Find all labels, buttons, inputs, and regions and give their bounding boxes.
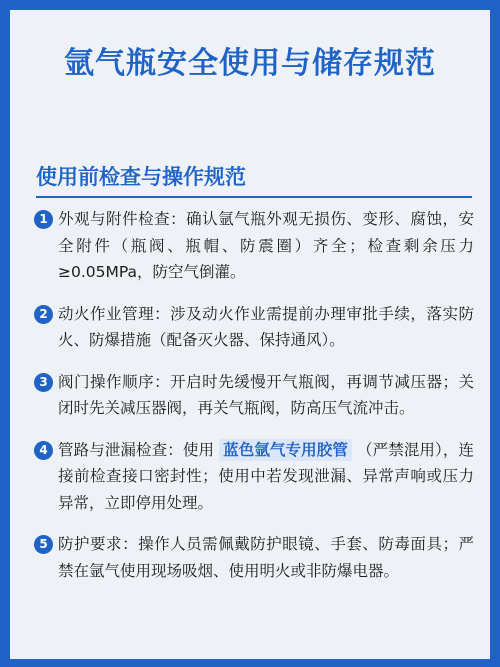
list-item [34,369,474,422]
list-item [34,301,474,354]
border-left [0,0,10,667]
border-bottom [0,659,500,667]
number-badge: 4 [34,441,53,460]
section-title: 使用前检查与操作规范 [36,165,246,189]
border-top [0,0,500,10]
section-divider [36,196,472,198]
list-item [34,437,474,517]
number-badge: 2 [34,305,53,324]
number-badge: 3 [34,373,53,392]
list-item [34,531,474,584]
number-badge: 5 [34,535,53,554]
border-right [490,0,500,667]
number-badge: 1 [34,210,53,229]
list-item-text: 动火作业管理：涉及动火作业需提前办理审批手续，落实防火、防爆措施（配备灭火器、保持通风）。 [58,304,474,349]
list-item-text-before: 管路与泄漏检查：使用 [58,440,215,459]
list-item [34,206,474,286]
list-item-text: 阀门操作顺序：开启时先缓慢开气瓶阀，再调节减压器；关闭时先关减压器阀，再关气瓶阀，防高压气流冲击。 [58,372,474,417]
highlighted-term: 蓝色氩气专用胶管 [219,439,352,461]
list-item-text: 防护要求：操作人员需佩戴防护眼镜、手套、防毒面具；严禁在氩气使用现场吸烟、使用明火或非防爆电器。 [58,535,474,580]
page-title: 氩气瓶安全使用与储存规范 [64,46,436,81]
checklist [34,206,474,599]
list-item-text-after: （严禁混用），连接前检查接口密封性；使用中若发现泄漏、异常声响或压力异常，立即停用处理。 [58,440,474,512]
list-item-text: 外观与附件检查：确认氩气瓶外观无损伤、变形、腐蚀，安全附件（瓶阀、瓶帽、防震圈）齐全；检查剩余压力≥0.05MPa，防空气倒灌。 [58,210,474,281]
